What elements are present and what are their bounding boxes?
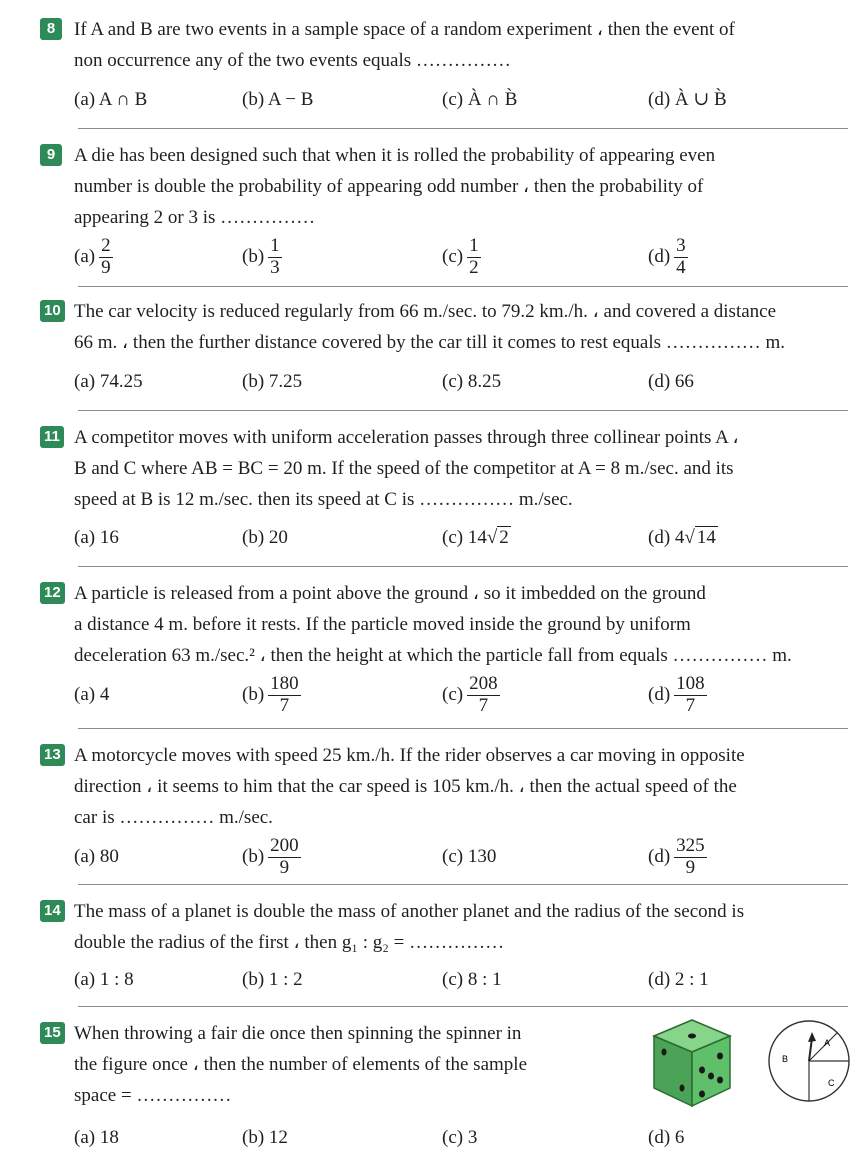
question-text-line: appearing 2 or 3 is …………… [74,207,316,228]
question-number: 9 [40,144,62,166]
question-number: 14 [40,900,65,922]
question-text-line: speed at B is 12 m./sec. then its speed at C is …………… m./sec. [74,489,573,510]
option-b[interactable]: (b) 7.25 [242,371,303,392]
question-number: 8 [40,18,62,40]
question-text-line: B and C where AB = BC = 20 m. If the speed of the competitor at A = 8 m./sec. and its [74,458,734,479]
option-c[interactable]: (c) 8 : 1 [442,969,502,990]
question-number: 15 [40,1022,65,1044]
question-text-line: non occurrence any of the two events equals …………… [74,50,511,71]
divider [78,410,848,411]
die-pip [717,1077,723,1084]
option-b[interactable]: (b) A − B [242,89,314,110]
divider [78,566,848,567]
question-text-line: a distance 4 m. before it rests. If the particle moved inside the ground by uniform [74,614,691,635]
question-text-line: A motorcycle moves with speed 25 km./h. If the rider observes a car moving in opposite [74,745,745,766]
option-a[interactable]: (a) $\frac{2}{9}$ [74,235,111,278]
question-text-line: 66 m. ، then the further distance covered by the car till it comes to rest equals …………… m. [74,332,786,353]
option-c[interactable]: (c) 8.25 [442,371,502,392]
divider [78,1006,848,1007]
spinner-label-a: A [824,1038,831,1048]
option-b[interactable]: (b) 12 [242,1127,288,1148]
question-text-line: car is …………… m./sec. [74,807,273,828]
option-a[interactable]: (a) A ∩ B [74,89,148,110]
question-number: 12 [40,582,65,604]
question-number: 10 [40,300,65,322]
option-d[interactable]: (d) $\frac{325}{9}$ [648,835,705,878]
spinner-label-c: C [828,1078,835,1088]
question-text-line: When throwing a fair die once then spinning the spinner in [74,1023,522,1044]
option-c[interactable]: (c) À ∩ B̀ [442,89,518,110]
option-d[interactable]: (d) 4√ 14 [648,527,716,548]
option-c[interactable]: (c) $\frac{1}{2}$ [442,235,479,278]
divider [78,128,848,129]
question-text-line: The car velocity is reduced regularly from 66 m./sec. to 79.2 km./h. ، and covered a distance [74,301,777,322]
die-pip [717,1053,723,1060]
question-text-line: number is double the probability of appearing odd number ، then the probability of [74,176,704,197]
die-pip [708,1073,714,1080]
option-d[interactable]: (d) $\frac{108}{7}$ [648,673,705,716]
die-illustration [644,1014,740,1110]
option-c[interactable]: (c) 130 [442,846,497,867]
option-c[interactable]: (c) 14√ 2 [442,527,509,548]
question-text-line: If A and B are two events in a sample space of a random experiment ، then the event of [74,19,735,40]
die-pip [699,1091,705,1098]
option-a[interactable]: (a) 4 [74,684,110,705]
die-pip [699,1067,705,1074]
option-c[interactable]: (c) 3 [442,1127,478,1148]
option-a[interactable]: (a) 16 [74,527,119,548]
option-b[interactable]: (b) 1 : 2 [242,969,303,990]
option-b[interactable]: (b) 20 [242,527,288,548]
question-number: 11 [40,426,64,448]
option-a[interactable]: (a) 18 [74,1127,119,1148]
divider [78,728,848,729]
question-text-line: direction ، it seems to him that the car speed is 105 km./h. ، then the actual speed of the [74,776,737,797]
option-d[interactable]: (d) À ∪ B̀ [648,89,727,110]
option-d[interactable]: (d) 2 : 1 [648,969,709,990]
question-text-line: the figure once ، then the number of elements of the sample [74,1054,528,1075]
question-number: 13 [40,744,65,766]
option-a[interactable]: (a) 1 : 8 [74,969,134,990]
option-a[interactable]: (a) 80 [74,846,119,867]
option-d[interactable]: (d) $\frac{3}{4}$ [648,235,686,278]
die-pip [662,1049,667,1056]
spinner-label-b: B [782,1054,789,1064]
divider [78,884,848,885]
die-pip [688,1034,696,1039]
die-pip [680,1085,685,1092]
question-text-line: deceleration 63 m./sec.² ، then the height at which the particle fall from equals …………… m. [74,645,792,666]
option-d[interactable]: (d) 6 [648,1127,685,1148]
option-b[interactable]: (b) $\frac{180}{7}$ [242,673,299,716]
question-text-line: A particle is released from a point above the ground ، so it imbedded on the ground [74,583,706,604]
option-d[interactable]: (d) 66 [648,371,694,392]
option-b[interactable]: (b) $\frac{200}{9}$ [242,835,299,878]
question-text-line: space = …………… [74,1085,232,1106]
question-text-line: A competitor moves with uniform acceleration passes through three collinear points A ، [74,427,739,448]
question-text-line: double the radius of the first ، then g₁ : g₂ = …………… [74,932,505,953]
divider [78,286,848,287]
option-c[interactable]: (c) $\frac{208}{7}$ [442,673,498,716]
option-b[interactable]: (b) $\frac{1}{3}$ [242,235,280,278]
spinner-illustration [764,1016,854,1106]
question-text-line: A die has been designed such that when it is rolled the probability of appearing even [74,145,716,166]
question-text-line: The mass of a planet is double the mass of another planet and the radius of the second is [74,901,745,922]
option-a[interactable]: (a) 74.25 [74,371,143,392]
